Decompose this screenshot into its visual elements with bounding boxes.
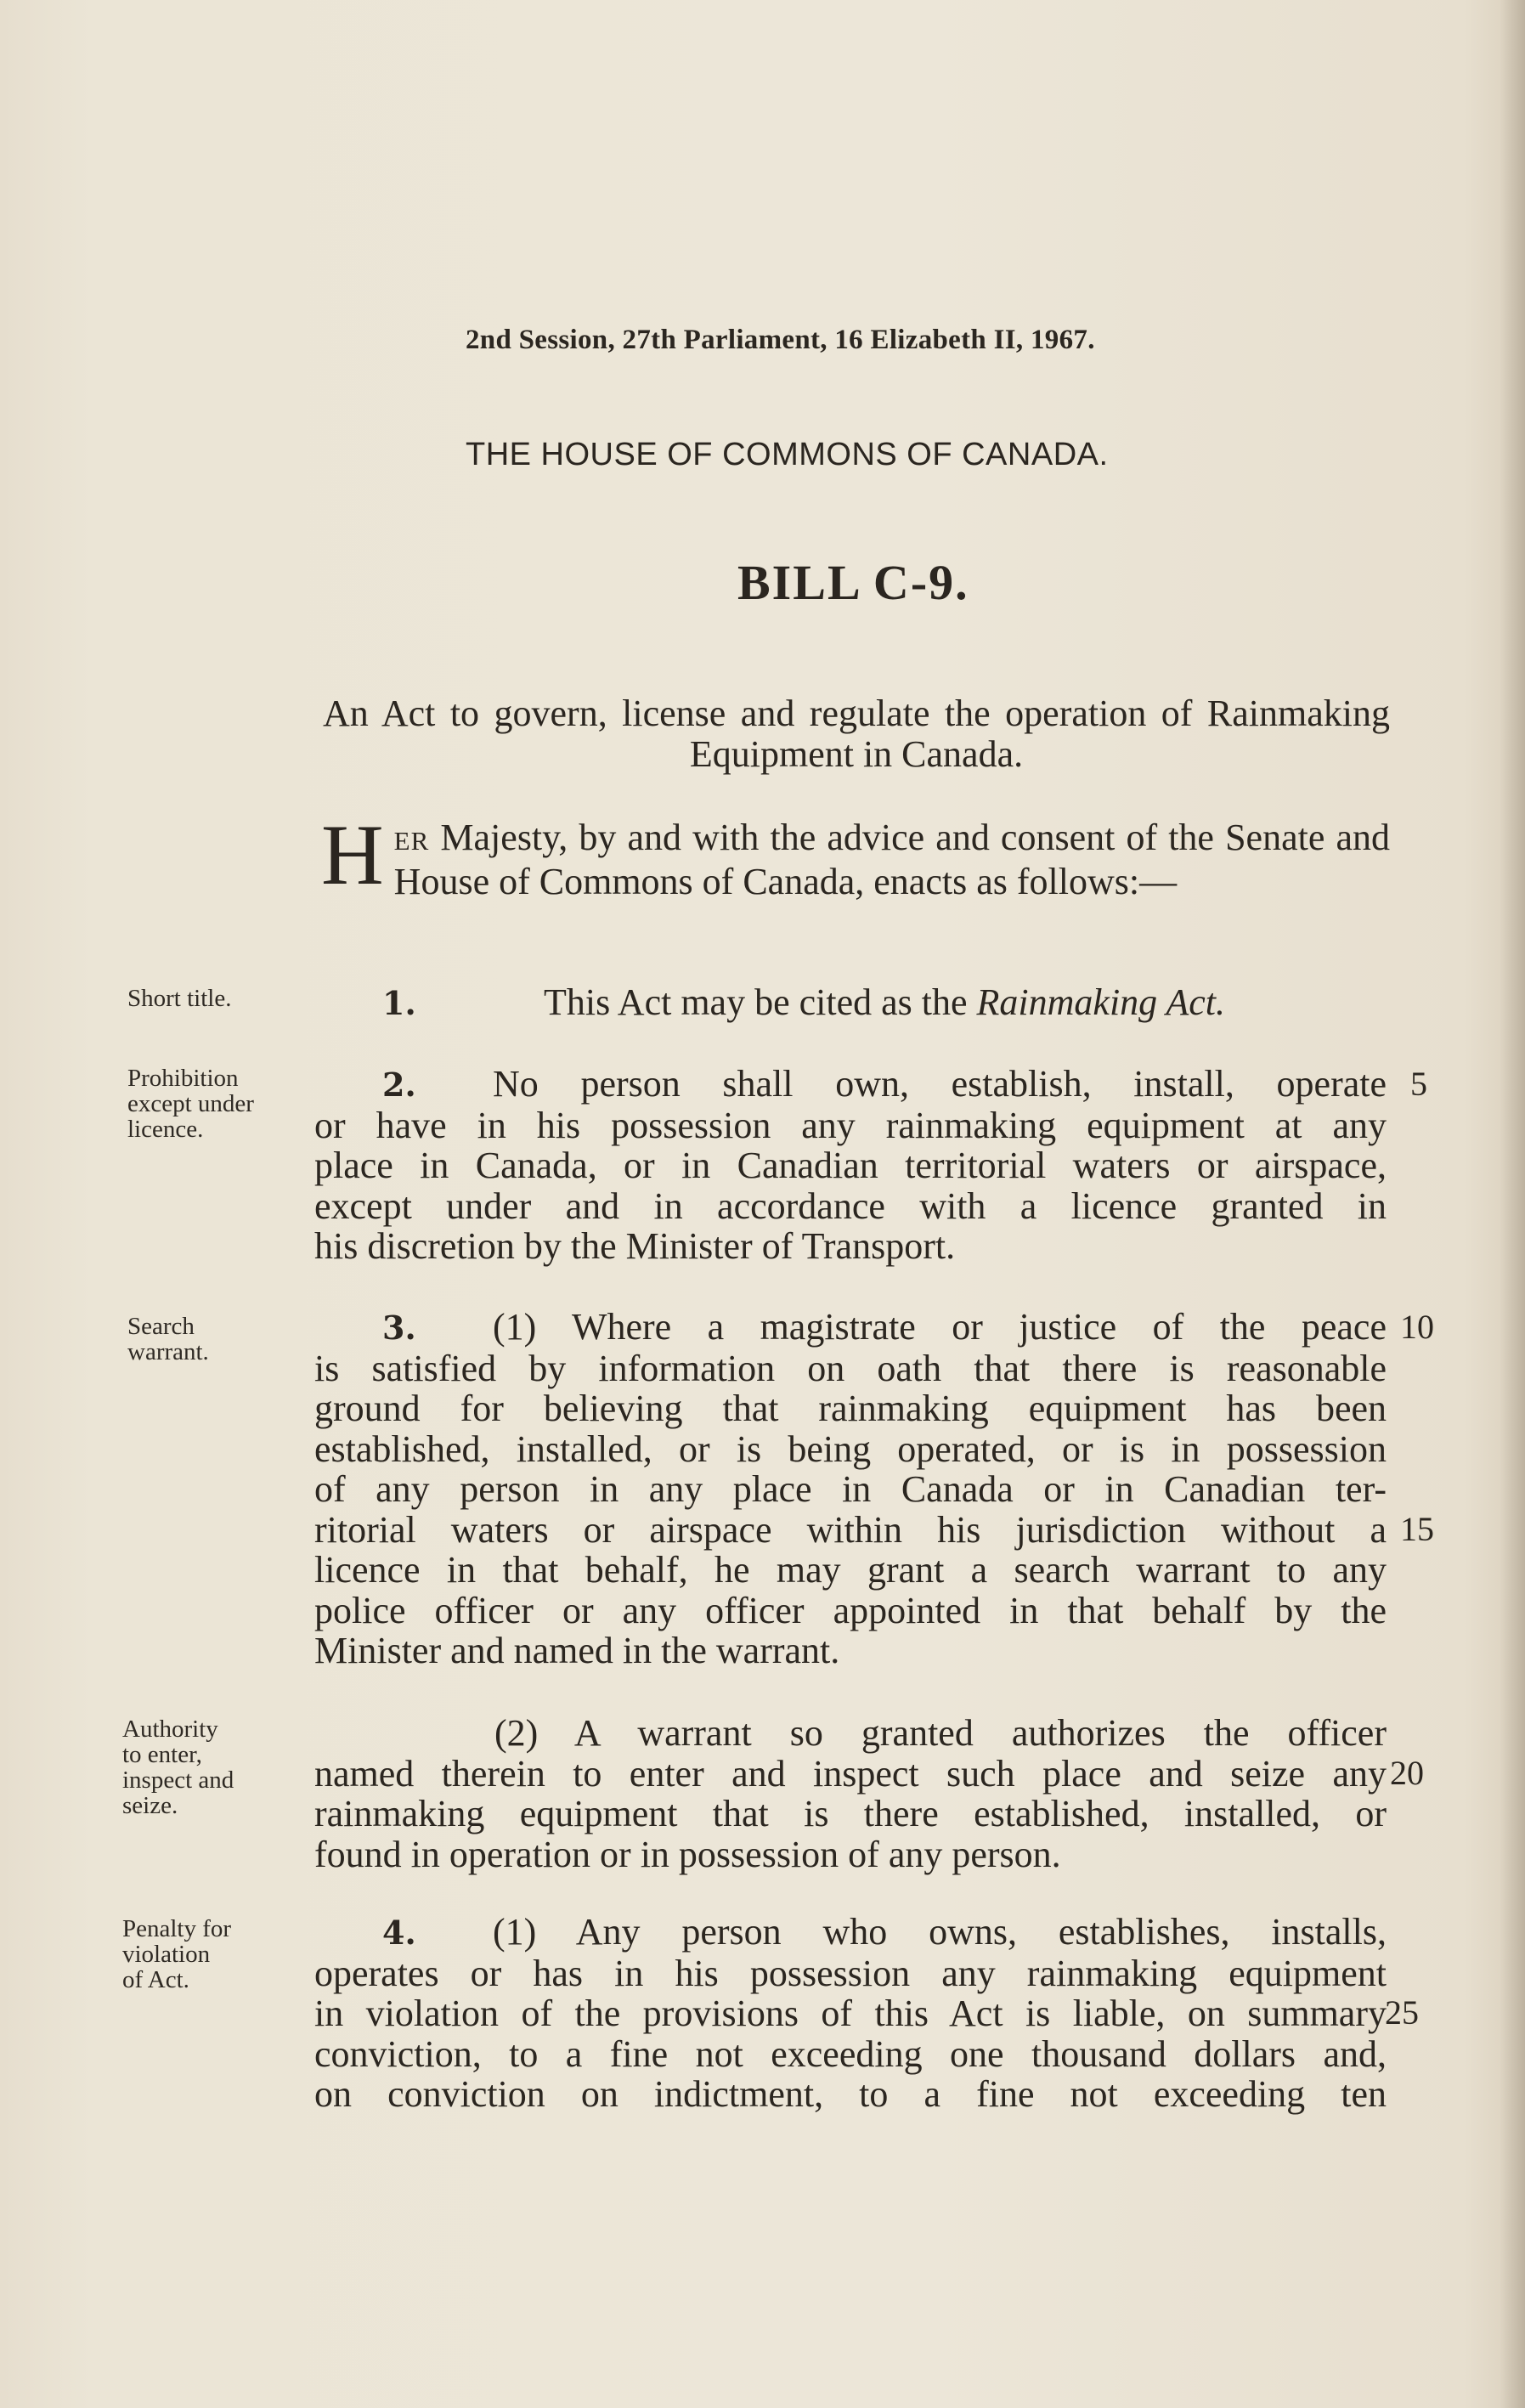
- section-number: 2.: [382, 1066, 416, 1104]
- section-line: Minister and named in the warrant.: [314, 1630, 840, 1671]
- enacting-clause: [321, 807, 1390, 903]
- margin-note-line: Prohibition: [127, 1065, 239, 1092]
- section-line: conviction, to a fine not exceeding one thousand dollars and,: [314, 2032, 1387, 2075]
- section-line: (2) A warrant so granted authorizes the officer: [494, 1712, 1387, 1754]
- margin-note-prohibition: [127, 1066, 297, 1142]
- margin-note-short-title: Short title.: [127, 985, 232, 1012]
- section-line: 2. No person shall own, establish, install, operate: [314, 1064, 1387, 1105]
- section-number: 3.: [382, 1309, 416, 1347]
- margin-note-authority: [122, 1716, 292, 1818]
- section-line: established, installed, or is being operated, or is in possession: [314, 1427, 1387, 1470]
- margin-note-line: Penalty for: [122, 1915, 232, 1942]
- section-2: [314, 1064, 1387, 1267]
- section-line: 4. (1) Any person who owns, establishes, installs,: [314, 1912, 1387, 1953]
- line-number: 25: [1385, 1993, 1419, 2032]
- section-line: ritorial waters or airspace within his jurisdiction without a: [314, 1508, 1387, 1551]
- section-number: 4.: [382, 1913, 416, 1952]
- page-edge-shadow: [1500, 0, 1525, 2408]
- section-line: operates or has in his possession any rainmaking equipment: [314, 1952, 1387, 1994]
- line-number: 15: [1400, 1510, 1434, 1548]
- bill-number: BILL C-9.: [737, 555, 969, 610]
- margin-note-line: Search: [127, 1313, 195, 1340]
- section-line: except under and in accordance with a licence granted in: [314, 1184, 1387, 1227]
- section-line: named therein to enter and inspect such place and seize any: [314, 1752, 1387, 1795]
- section-line: 3. (1) Where a magistrate or justice of the peace: [314, 1307, 1387, 1348]
- long-title: An Act to govern, license and regulate the operation of Rainmaking Equipment in Canada.: [323, 692, 1390, 775]
- line-number: 10: [1400, 1308, 1434, 1346]
- margin-note-line: warrant.: [127, 1338, 209, 1365]
- section-4-1: [314, 1912, 1387, 2115]
- enacting-smallcaps: ER: [393, 826, 430, 856]
- section-line: licence in that behalf, he may grant a search warrant to any: [314, 1549, 1387, 1591]
- house-heading: THE HOUSE OF COMMONS OF CANADA.: [466, 437, 1109, 472]
- margin-note-line: of Act.: [122, 1966, 189, 1993]
- margin-note-penalty: [122, 1916, 292, 1993]
- drop-cap: H: [321, 807, 384, 903]
- margin-note-line: licence.: [127, 1116, 204, 1143]
- section-line: police officer or any officer appointed in that behalf by the: [314, 1589, 1387, 1631]
- section-line: is satisfied by information on oath that there is reasonable: [314, 1347, 1387, 1389]
- margin-note-line: except under: [127, 1090, 254, 1117]
- section-line: of any person in any place in Canada or in Canadian ter-: [314, 1468, 1387, 1510]
- section-line: place in Canada, or in Canadian territorial waters or airspace,: [314, 1145, 1387, 1186]
- margin-note-line: Authority: [122, 1716, 218, 1743]
- section-3-1: [314, 1307, 1387, 1671]
- section-1: [314, 981, 1387, 1024]
- section-line: or have in his possession any rainmaking equipment at any: [314, 1104, 1387, 1146]
- margin-note-line: seize.: [122, 1792, 178, 1819]
- section-1-text: This Act may be cited as the: [544, 981, 977, 1023]
- section-3-2: [314, 1713, 1387, 1874]
- section-line: on conviction on indictment, to a fine not exceeding ten: [314, 2073, 1387, 2115]
- act-short-title: Rainmaking Act.: [976, 981, 1225, 1023]
- margin-note-line: to enter,: [122, 1741, 202, 1768]
- section-line: ground for believing that rainmaking equipment has been: [314, 1388, 1387, 1429]
- margin-note-line: inspect and: [122, 1766, 234, 1794]
- line-number: 20: [1390, 1754, 1424, 1792]
- section-line: rainmaking equipment that is there established, installed, or: [314, 1793, 1387, 1834]
- line-number: 5: [1410, 1065, 1427, 1103]
- section-line: in violation of the provisions of this Act is liable, on summary: [314, 1993, 1387, 2034]
- section-line: his discretion by the Minister of Transport.: [314, 1225, 956, 1267]
- margin-note-line: violation: [122, 1941, 211, 1968]
- session-line: 2nd Session, 27th Parliament, 16 Elizabeth II, 1967.: [466, 325, 1095, 355]
- section-line: found in operation or in possession of any person.: [314, 1833, 1061, 1875]
- section-number: 1.: [382, 984, 416, 1022]
- enacting-text: Majesty, by and with the advice and consent of the Senate and House of Commons of Canada, enacts as follows:—: [393, 817, 1390, 902]
- margin-note-search: [127, 1314, 297, 1365]
